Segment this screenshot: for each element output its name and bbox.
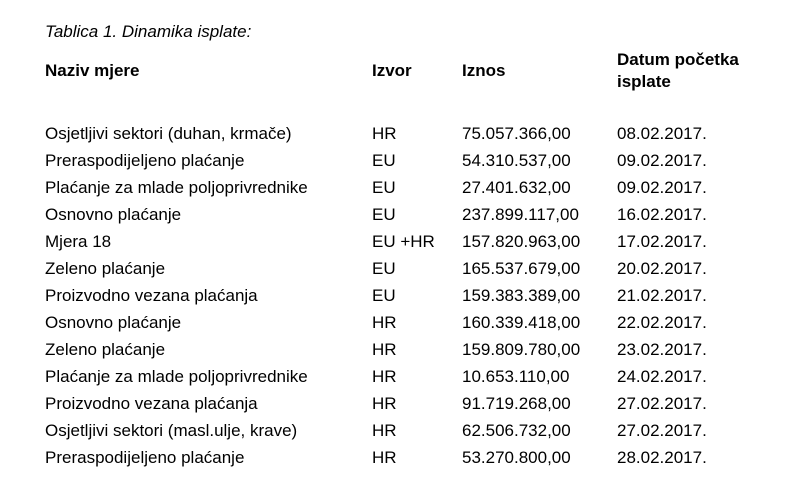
cell-date: 27.02.2017. — [617, 394, 707, 413]
table-row — [0, 120, 800, 147]
cell-name: Mjera 18 — [45, 232, 112, 251]
cell-name: Osnovno plaćanje — [45, 313, 182, 332]
cell-date: 24.02.2017. — [617, 367, 707, 386]
cell-source: HR — [372, 313, 397, 332]
table-row — [0, 201, 800, 228]
header-iznos: Iznos — [462, 61, 506, 80]
header-datum-line1: Datum početka — [617, 50, 739, 69]
cell-name: Proizvodno vezana plaćanja — [45, 286, 258, 305]
cell-amount: 157.820.963,00 — [462, 232, 581, 251]
table-row — [0, 336, 800, 363]
header-naziv-mjere: Naziv mjere — [45, 61, 140, 80]
cell-name: Zeleno plaćanje — [45, 259, 166, 278]
cell-source: EU — [372, 259, 396, 278]
cell-date: 16.02.2017. — [617, 205, 707, 224]
table-caption: Tablica 1. Dinamika isplate: — [45, 22, 252, 41]
cell-name: Proizvodno vezana plaćanja — [45, 394, 258, 413]
cell-date: 09.02.2017. — [617, 151, 707, 170]
table-body — [0, 120, 800, 471]
cell-date: 28.02.2017. — [617, 448, 707, 467]
cell-name: Plaćanje za mlade poljoprivrednike — [45, 178, 308, 197]
cell-date: 27.02.2017. — [617, 421, 707, 440]
cell-amount: 160.339.418,00 — [462, 313, 581, 332]
cell-date: 20.02.2017. — [617, 259, 707, 278]
table-row — [0, 309, 800, 336]
cell-source: EU — [372, 205, 396, 224]
cell-amount: 10.653.110,00 — [462, 367, 570, 386]
cell-amount: 27.401.632,00 — [462, 178, 571, 197]
table-row — [0, 282, 800, 309]
cell-amount: 159.383.389,00 — [462, 286, 581, 305]
cell-source: EU +HR — [372, 232, 435, 251]
cell-source: HR — [372, 124, 397, 143]
header-datum-line2: isplate — [617, 72, 671, 91]
cell-amount: 165.537.679,00 — [462, 259, 581, 278]
cell-amount: 53.270.800,00 — [462, 448, 571, 467]
cell-name: Zeleno plaćanje — [45, 340, 166, 359]
cell-name: Plaćanje za mlade poljoprivrednike — [45, 367, 308, 386]
header-izvor: Izvor — [372, 61, 412, 80]
cell-date: 21.02.2017. — [617, 286, 707, 305]
cell-source: EU — [372, 286, 396, 305]
cell-source: HR — [372, 367, 397, 386]
cell-amount: 91.719.268,00 — [462, 394, 571, 413]
cell-name: Osjetljivi sektori (masl.ulje, krave) — [45, 421, 298, 440]
table-row — [0, 255, 800, 282]
cell-name: Preraspodijeljeno plaćanje — [45, 151, 245, 170]
table-row — [0, 147, 800, 174]
cell-amount: 237.899.117,00 — [462, 205, 579, 224]
table-row — [0, 228, 800, 255]
cell-source: EU — [372, 178, 396, 197]
cell-amount: 159.809.780,00 — [462, 340, 581, 359]
cell-amount: 75.057.366,00 — [462, 124, 571, 143]
cell-source: EU — [372, 151, 396, 170]
cell-amount: 62.506.732,00 — [462, 421, 571, 440]
table-row — [0, 390, 800, 417]
cell-name: Osjetljivi sektori (duhan, krmače) — [45, 124, 292, 143]
cell-source: HR — [372, 448, 397, 467]
cell-source: HR — [372, 421, 397, 440]
table-row — [0, 363, 800, 390]
cell-date: 08.02.2017. — [617, 124, 707, 143]
cell-source: HR — [372, 394, 397, 413]
cell-name: Preraspodijeljeno plaćanje — [45, 448, 245, 467]
cell-date: 22.02.2017. — [617, 313, 707, 332]
cell-amount: 54.310.537,00 — [462, 151, 571, 170]
table-row — [0, 444, 800, 471]
table-row — [0, 417, 800, 444]
header-datum-pocetka-isplate — [617, 49, 739, 93]
cell-date: 09.02.2017. — [617, 178, 707, 197]
cell-date: 23.02.2017. — [617, 340, 707, 359]
cell-date: 17.02.2017. — [617, 232, 707, 251]
cell-source: HR — [372, 340, 397, 359]
table-row — [0, 174, 800, 201]
cell-name: Osnovno plaćanje — [45, 205, 182, 224]
